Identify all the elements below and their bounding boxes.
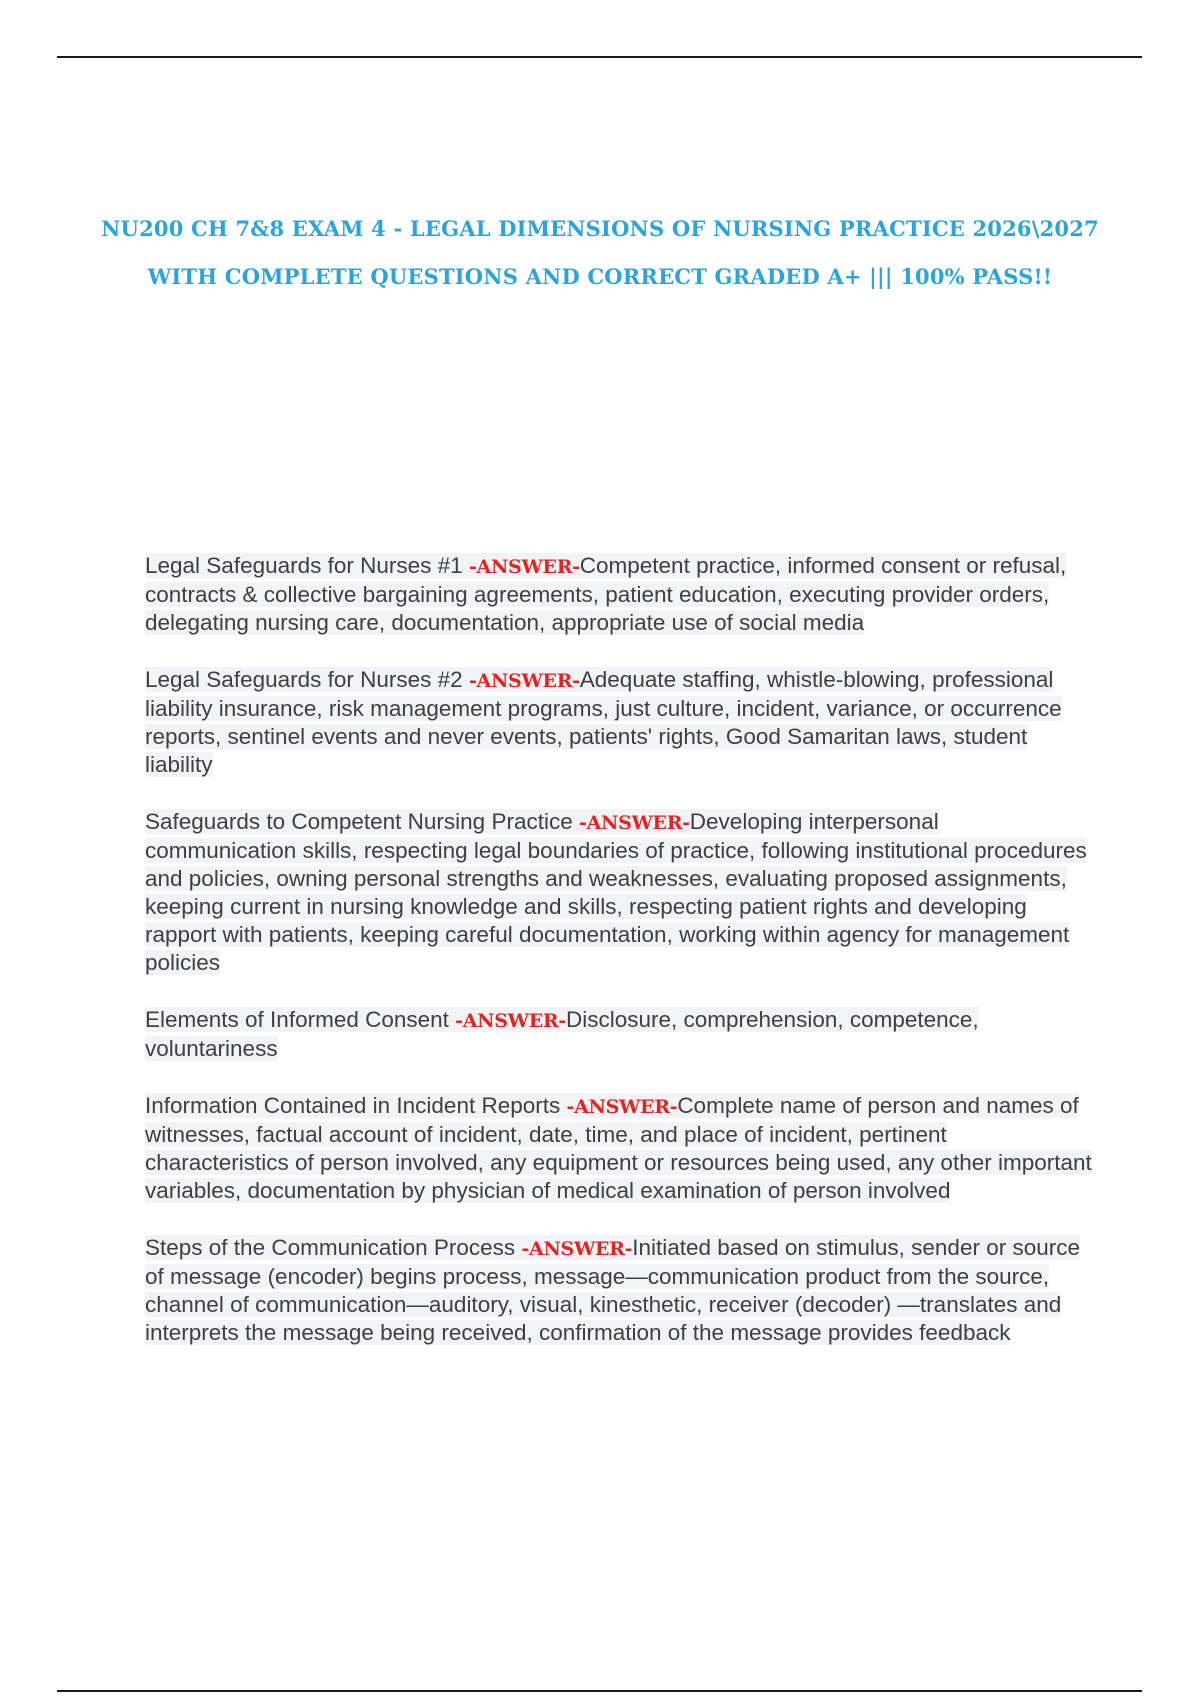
question-text: Legal Safeguards for Nurses #2 — [145, 667, 469, 692]
qa-entry — [145, 1234, 1095, 1347]
qa-entry — [145, 666, 1095, 779]
bottom-rule — [57, 1690, 1142, 1692]
qa-entry — [145, 808, 1095, 977]
answer-marker: -ANSWER- — [566, 1096, 678, 1118]
question-text: Legal Safeguards for Nurses #1 — [145, 553, 469, 578]
answer-marker: -ANSWER- — [455, 1010, 566, 1032]
question-text: Elements of Informed Consent — [145, 1007, 456, 1032]
answer-marker: -ANSWER- — [468, 556, 580, 578]
top-rule — [57, 56, 1142, 58]
answer-text: Competent practice, informed consent or refusal, contracts & collective bargaining agreements, patient education, executing provider orders, delegating nursing care, documentation, appropriate use of social media — [145, 553, 1067, 635]
answer-text: Initiated based on stimulus, sender or source of message (encoder) begins process, message—communication product from the source, channel of communication—auditory, visual, kinesthetic, receiver (decoder) —translates and interprets the message being received, confirmation of the message provides feedback — [145, 1235, 1080, 1345]
answer-marker: -ANSWER- — [521, 1238, 633, 1260]
answer-text: Disclosure, comprehension, competence, voluntariness — [145, 1007, 979, 1061]
answer-text: Adequate staffing, whistle-blowing, professional liability insurance, risk management programs, just culture, incident, variance, or occurrence reports, sentinel events and never events, patients' rights, Good Samaritan laws, student liability — [145, 667, 1062, 777]
question-text: Steps of the Communication Process — [145, 1235, 522, 1260]
answer-text: Developing interpersonal communication skills, respecting legal boundaries of practice, following institutional procedures and policies, owning personal strengths and weaknesses, evaluating proposed assignments, keeping current in nursing knowledge and skills, respecting patient rights and developing rapport with patients, keeping careful documentation, working within agency for management policies — [145, 809, 1087, 975]
answer-text: Complete name of person and names of witnesses, factual account of incident, date, time, and place of incident, pertinent characteristics of person involved, any equipment or resources being used, any other important variables, documentation by physician of medical examination of person involved — [145, 1093, 1092, 1203]
answer-marker: -ANSWER- — [468, 670, 580, 692]
qa-entry — [145, 1006, 1095, 1063]
qa-entry — [145, 1092, 1095, 1205]
question-text: Information Contained in Incident Reports — [145, 1093, 567, 1118]
document-title — [0, 205, 1200, 301]
answer-marker: -ANSWER- — [578, 812, 690, 834]
qa-entry — [145, 552, 1095, 637]
title-line-1: NU200 CH 7&8 EXAM 4 - LEGAL DIMENSIONS OF NURSING PRACTICE 2026\2027 — [101, 216, 1099, 241]
qa-list — [145, 552, 1095, 1376]
title-line-2: WITH COMPLETE QUESTIONS AND CORRECT GRADED A+ ||| 100% PASS!! — [147, 264, 1053, 289]
question-text: Safeguards to Competent Nursing Practice — [145, 809, 579, 834]
